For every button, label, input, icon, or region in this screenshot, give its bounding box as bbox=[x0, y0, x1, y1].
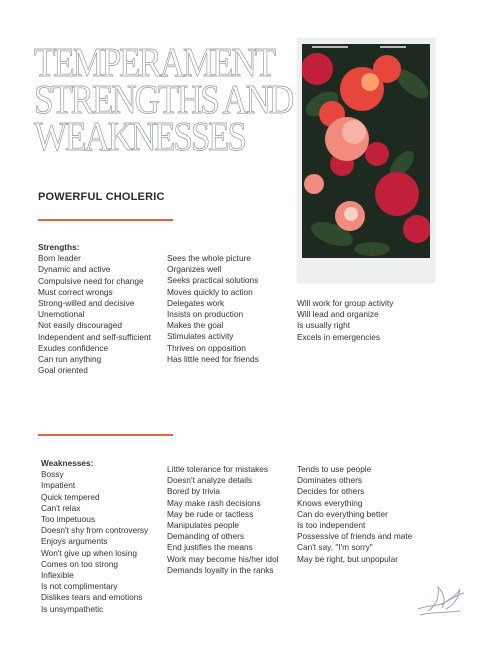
list-item: Strong-willed and decisive bbox=[38, 298, 135, 309]
strengths-column-3 bbox=[297, 298, 393, 343]
list-item: Makes the goal bbox=[167, 320, 224, 331]
list-item: May be right, but unpopular bbox=[297, 553, 399, 564]
section-subtitle: POWERFUL CHOLERIC bbox=[38, 191, 165, 203]
list-item: Delegates work bbox=[167, 297, 225, 308]
list-item: Stimulates activity bbox=[167, 331, 234, 342]
list-item: Too impetuous bbox=[41, 514, 95, 525]
list-item: Decides for others bbox=[297, 486, 365, 497]
list-item: Is not complimentary bbox=[41, 581, 118, 592]
list-item: Quick tempered bbox=[41, 491, 100, 502]
list-item: Insists on production bbox=[167, 309, 244, 320]
list-item: Born leader bbox=[38, 253, 81, 264]
list-item: Is usually right bbox=[297, 320, 351, 331]
list-item: Impatient bbox=[41, 480, 76, 491]
list-item: Inflexible bbox=[41, 570, 74, 581]
list-item: Work may become his/her idol bbox=[167, 553, 279, 564]
list-item: Won't give up when losing bbox=[41, 547, 137, 558]
strengths-label: Strengths: bbox=[38, 242, 80, 252]
list-item: Bossy bbox=[41, 469, 64, 480]
list-item: May make rash decisions bbox=[167, 497, 261, 508]
list-item: Doesn't analyze details bbox=[167, 475, 253, 486]
weaknesses-label: Weaknesses: bbox=[41, 458, 94, 468]
title-line-2: STRENGTHS AND bbox=[34, 76, 292, 122]
list-item: Comes on too strong bbox=[41, 558, 119, 569]
list-item: Has little need for friends bbox=[167, 353, 259, 364]
list-item: Organizes well bbox=[167, 264, 222, 275]
list-item: Must correct wrongs bbox=[38, 286, 113, 297]
list-item: Little tolerance for mistakes bbox=[167, 464, 268, 474]
list-item: Sees the whole picture bbox=[167, 253, 251, 263]
list-item: May be rude or tactless bbox=[167, 508, 254, 519]
list-item: Will lead and organize bbox=[297, 309, 379, 320]
list-item: Compulsive need for change bbox=[38, 275, 144, 286]
list-item: Not easily discouraged bbox=[38, 320, 122, 331]
list-item: Thrives on opposition bbox=[167, 342, 246, 353]
list-item: Excels in emergencies bbox=[297, 331, 381, 342]
list-item: Dynamic and active bbox=[38, 264, 111, 275]
list-item: Moves quickly to action bbox=[167, 286, 253, 297]
list-item: Doesn't shy from controversy bbox=[41, 525, 149, 536]
list-item: Can run anything bbox=[38, 354, 102, 365]
list-item: Unemotional bbox=[38, 309, 85, 320]
list-item: Demanding of others bbox=[167, 531, 245, 542]
photo-caption-mark bbox=[302, 44, 412, 50]
weaknesses-column-1 bbox=[41, 458, 148, 615]
list-item: Possessive of friends and mate bbox=[297, 531, 413, 542]
list-item: Seeks practical solutions bbox=[167, 275, 259, 286]
list-item: Can't relax bbox=[41, 502, 81, 513]
photo-card bbox=[297, 38, 435, 283]
strengths-column-1 bbox=[38, 242, 151, 376]
weaknesses-column-2 bbox=[167, 464, 278, 576]
page-title bbox=[34, 39, 292, 159]
list-item: End justifies the means bbox=[167, 542, 253, 553]
list-item: Dominates others bbox=[297, 475, 363, 486]
list-item: Can do everything better bbox=[297, 508, 388, 519]
accent-rule-top bbox=[38, 219, 173, 221]
list-item: Enjoys arguments bbox=[41, 536, 108, 547]
list-item: Dislikes tears and emotions bbox=[41, 592, 143, 603]
list-item: Can't say, "I'm sorry" bbox=[297, 542, 373, 553]
title-line-1: TEMPERAMENT bbox=[34, 39, 274, 85]
list-item: Manipulates people bbox=[167, 520, 239, 531]
list-item: Goal oriented bbox=[38, 365, 88, 376]
bird-logo-icon bbox=[414, 581, 468, 621]
list-item: Bored by trivia bbox=[167, 486, 221, 497]
list-item: Is too independent bbox=[297, 520, 366, 531]
accent-rule-bottom bbox=[38, 434, 173, 436]
list-item: Demands loyalty in the ranks bbox=[167, 564, 274, 575]
list-item: Knows everything bbox=[297, 497, 363, 508]
list-item: Independent and self-sufficient bbox=[38, 331, 151, 342]
weaknesses-column-3 bbox=[297, 464, 412, 565]
title-line-3: WEAKNESSES bbox=[34, 113, 245, 159]
strengths-column-2 bbox=[167, 253, 259, 365]
flower-photo-icon bbox=[302, 44, 430, 258]
list-item: Will work for group activity bbox=[297, 298, 394, 308]
list-item: Tends to use people bbox=[297, 464, 372, 474]
list-item: Is unsympathetic bbox=[41, 603, 104, 614]
list-item: Exudes confidence bbox=[38, 342, 109, 353]
